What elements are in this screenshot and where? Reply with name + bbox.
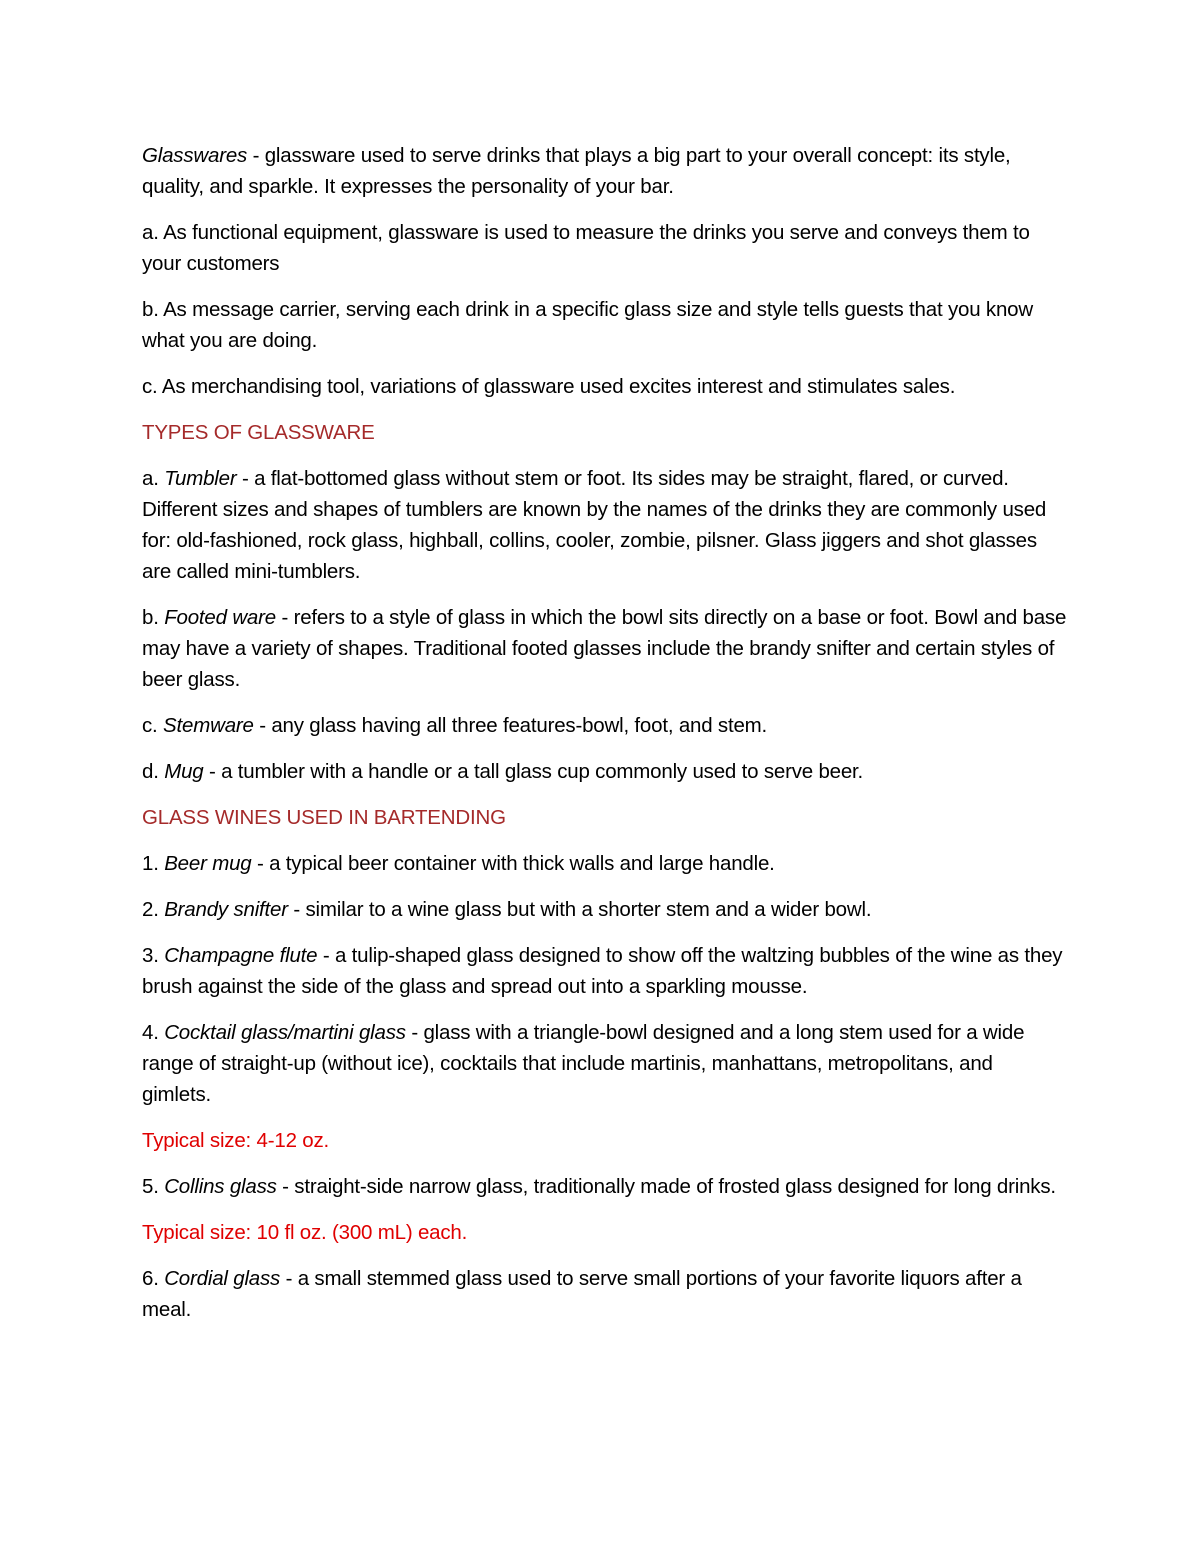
function-item-a (142, 217, 1067, 279)
item-prefix: 1. (142, 852, 165, 875)
glass-item-collins-glass (142, 1171, 1067, 1202)
item-text: - refers to a style of glass in which the bowl sits directly on a base or foot. Bowl and base may have a variety of shapes. Traditional footed glasses include the brandy snifter and certain styles of beer glass. (142, 606, 1067, 691)
item-text: - a flat-bottomed glass without stem or foot. Its sides may be straight, flared, or curved. Different sizes and shapes of tumblers are known by the names of the drinks they are commonly used for: old-fashioned, rock glass, highball, collins, cooler, zombie, pilsner. Glass jiggers and shot glasses are called mini-tumblers. (142, 467, 1047, 583)
item-prefix: 2. (142, 898, 165, 921)
typical-size-cocktail: Typical size: 4-12 oz. (142, 1129, 330, 1152)
intro-term: Glasswares (142, 144, 248, 167)
document-page (142, 140, 1067, 1340)
glass-item-beer-mug (142, 848, 1067, 879)
item-text: - a tulip-shaped glass designed to show off the waltzing bubbles of the wine as they brush against the side of the glass and spread out into a sparkling mousse. (142, 944, 1063, 998)
item-prefix: a. (142, 221, 164, 244)
type-item-footed-ware (142, 602, 1067, 695)
item-text: As merchandising tool, variations of glassware used excites interest and stimulates sales. (161, 375, 956, 398)
item-prefix: b. (142, 298, 164, 321)
item-term: Tumbler (164, 467, 237, 490)
item-term: Mug (164, 760, 204, 783)
glass-item-cocktail-glass (142, 1017, 1067, 1110)
item-text: - similar to a wine glass but with a shorter stem and a wider bowl. (287, 898, 872, 921)
item-prefix: d. (142, 760, 165, 783)
item-prefix: 6. (142, 1267, 165, 1290)
type-item-tumbler (142, 463, 1067, 587)
glass-item-cordial-glass (142, 1263, 1067, 1325)
item-text: As functional equipment, glassware is used to measure the drinks you serve and conveys them to your customers (142, 221, 1030, 275)
item-term: Collins glass (164, 1175, 277, 1198)
item-term: Cocktail glass/martini glass (164, 1021, 406, 1044)
glass-item-champagne-flute (142, 940, 1067, 1002)
item-term: Footed ware (164, 606, 276, 629)
intro-text: - glassware used to serve drinks that plays a big part to your overall concept: its style, quality, and sparkle. It expresses the personality of your bar. (142, 144, 1011, 198)
item-prefix: 3. (142, 944, 165, 967)
item-prefix: a. (142, 467, 165, 490)
item-text: - a small stemmed glass used to serve small portions of your favorite liquors after a meal. (142, 1267, 1022, 1321)
item-prefix: c. (142, 375, 162, 398)
item-term: Brandy snifter (164, 898, 288, 921)
item-term: Stemware (163, 714, 254, 737)
item-text: As message carrier, serving each drink in a specific glass size and style tells guests that you know what you are doing. (142, 298, 1033, 352)
function-item-c (142, 371, 1067, 402)
wines-heading: GLASS WINES USED IN BARTENDING (142, 806, 506, 829)
item-text: - a tumbler with a handle or a tall glass cup commonly used to serve beer. (203, 760, 864, 783)
item-text: - glass with a triangle-bowl designed and a long stem used for a wide range of straight-up (without ice), cocktails that include martinis, manhattans, metropolitans, and gimlets. (142, 1021, 1025, 1106)
item-prefix: 5. (142, 1175, 165, 1198)
item-term: Champagne flute (164, 944, 318, 967)
typical-size-collins: Typical size: 10 fl oz. (300 mL) each. (142, 1221, 468, 1244)
function-item-b (142, 294, 1067, 356)
types-heading: TYPES OF GLASSWARE (142, 421, 375, 444)
item-term: Beer mug (164, 852, 252, 875)
item-text: - any glass having all three features-bowl, foot, and stem. (253, 714, 768, 737)
item-text: - a typical beer container with thick walls and large handle. (251, 852, 775, 875)
glass-item-brandy-snifter (142, 894, 1067, 925)
type-item-mug (142, 756, 1067, 787)
item-term: Cordial glass (164, 1267, 281, 1290)
type-item-stemware (142, 710, 1067, 741)
item-text: - straight-side narrow glass, traditionally made of frosted glass designed for long drinks. (276, 1175, 1056, 1198)
item-prefix: 4. (142, 1021, 165, 1044)
intro-paragraph (142, 140, 1067, 202)
item-prefix: c. (142, 714, 164, 737)
item-prefix: b. (142, 606, 165, 629)
